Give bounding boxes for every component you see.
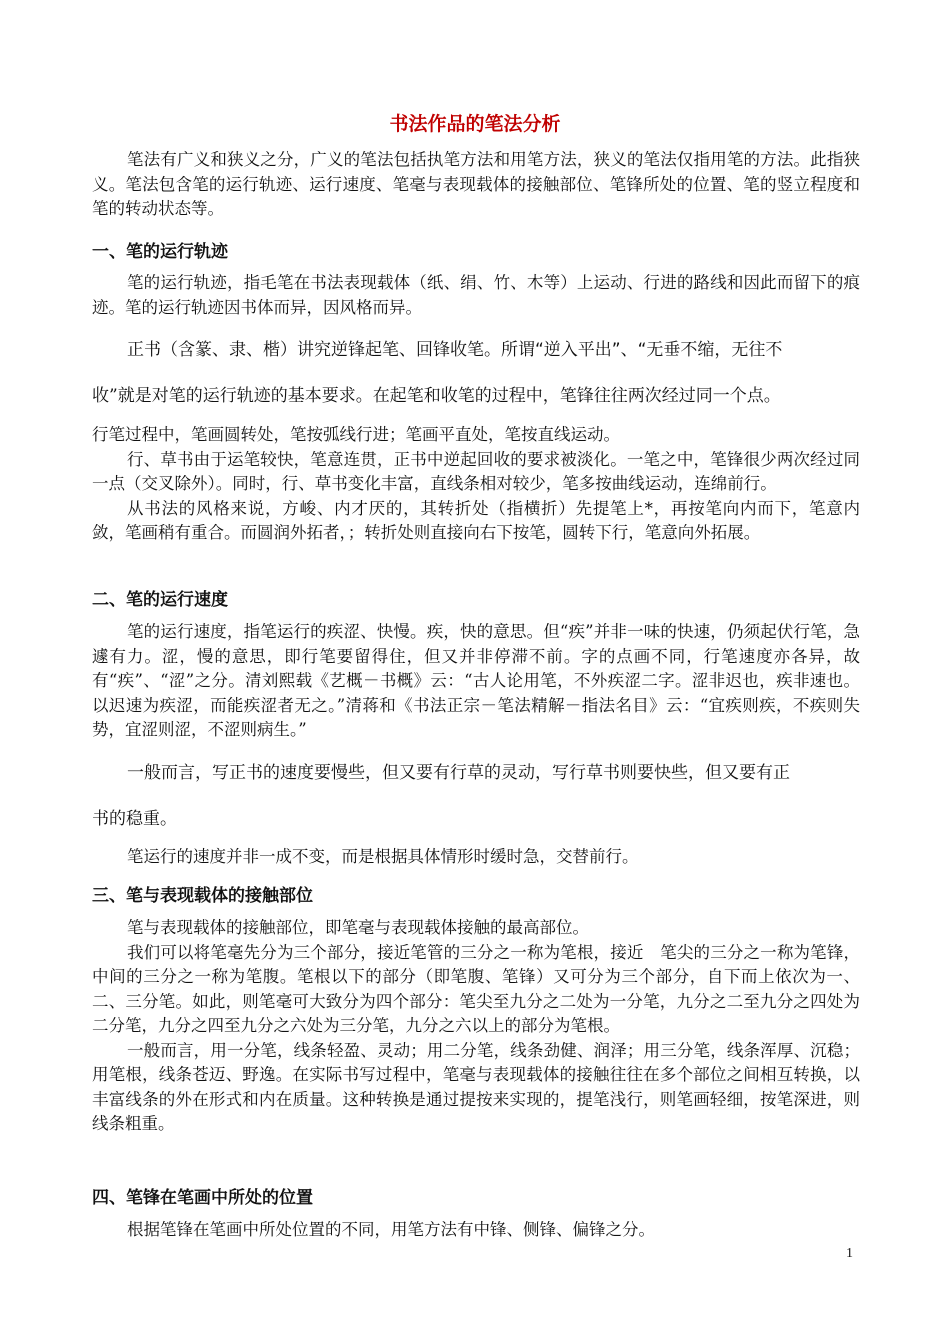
document-title: 书法作品的笔法分析 [389, 113, 561, 135]
section-heading-2: 二、笔的运行速度 [92, 590, 228, 610]
section2-p2-emphasis-end: 书的稳重。 [92, 809, 177, 829]
section-heading-1: 一、笔的运行轨迹 [92, 242, 228, 262]
section2-paragraph-2-line-1 [92, 761, 860, 785]
section1-block-b [92, 423, 860, 546]
section1-p2-emphasis-end: 收 [92, 386, 109, 406]
section2-paragraph-3: 笔运行的速度并非一成不变，而是根据具体情形时缓时急，交替前行。 [127, 847, 639, 866]
section1-p2-emphasis: 讲究逆锋起笔、回锋收笔。所谓“逆入平出”、“无垂不缩，无往不 [297, 340, 783, 360]
section1-p2-lead: 正书（含篆、隶、楷） [127, 340, 297, 360]
section4-block [92, 1218, 860, 1243]
section1-paragraph-2-line-1 [92, 338, 860, 362]
section3-paragraph-2: 我们可以将笔毫先分为三个部分，接近笔管的三分之一称为笔根，接近 笔尖的三分之一称为笔锋，中间的三分之一称为笔腹。笔根以下的部分（即笔腹、笔锋）又可分为三个部分，自下而上依次为一、二、三分笔。如此，则笔毫可大致分为四个部分：笔尖至九分之二处为一分笔，九分之二至九分之四处为二分笔，九分之四至九分之六处为三分笔，九分之六以上的部分为笔根。 [92, 942, 860, 1035]
section1-paragraph-2-line-2 [92, 384, 860, 408]
section1-block-a [92, 271, 860, 320]
section2-paragraph-1: 笔的运行速度，指笔运行的疾涩、快慢。疾，快的意思。但“疾”并非一味的快速，仍须起伏行笔，急遽有力。涩，慢的意思，即行笔要留得住，但又并非停滞不前。字的点画不同，行笔速度亦各异，故有“疾”、“涩”之分。清刘熙载《艺概－书概》云：“古人论用笔，不外疾涩二字。涩非迟也，疾非速也。以迟速为疾涩，而能疾涩者无之。”清蒋和《书法正宗－笔法精解－指法名目》云：“宜疾则疾，不疾则失势，宜涩则涩，不涩则病生。” [92, 622, 860, 739]
section2-paragraph-2-line-2 [92, 807, 860, 831]
section1-paragraph-3: 行、草书由于运笔较快，笔意连贯，正书中逆起回收的要求被淡化。一笔之中，笔锋很少两次经过同一点（交叉除外）。同时，行、草书变化丰富，直线条相对较少，笔多按曲线运动，连绵前行。 [92, 449, 860, 493]
section3-paragraph-1: 笔与表现载体的接触部位，即笔毫与表现载体接触的最高部位。 [127, 918, 589, 937]
section1-p2-rest: ”就是对笔的运行轨迹的基本要求。在起笔和收笔的过程中，笔锋往往两次经过同一个点。 [109, 386, 781, 406]
section2-block-a [92, 620, 860, 743]
page-number: 1 [846, 1246, 853, 1261]
section3-paragraph-3: 一般而言，用一分笔，线条轻盈、灵动；用二分笔，线条劲健、润泽；用三分笔，线条浑厚、沉稳；用笔根，线条苍迈、野逸。在实际书写过程中，笔毫与表现载体的接触往往在多个部位之间相互转换，以丰富线条的外在形式和内在质量。这种转换是通过提按来实现的，提笔浅行，则笔画轻细，按笔深进，则线条粗重。 [92, 1040, 860, 1133]
section1-paragraph-4: 从书法的风格来说，方峻、内才厌的，其转折处（指横折）先提笔上*，再按笔向内而下，笔意内敛，笔画稍有重合。而圆润外拓者，；转折处则直接向右下按笔，圆转下行，笔意向外拓展。 [92, 498, 860, 542]
section3-block [92, 916, 860, 1137]
section2-p2-lead: 一般而言， [127, 763, 212, 783]
section1-paragraph-1: 笔的运行轨迹，指毛笔在书法表现载体（纸、绢、竹、木等）上运动、行进的路线和因此而留下的痕迹。笔的运行轨迹因书体而异，因风格而异。 [92, 273, 860, 317]
section2-block-b [92, 845, 860, 870]
section1-p2-continuation: 行笔过程中，笔画圆转处，笔按弧线行进；笔画平直处，笔按直线运动。 [92, 425, 620, 444]
intro-paragraph: 笔法有广义和狭义之分，广义的笔法包括执笔方法和用笔方法，狭义的笔法仅指用笔的方法。此指狭义。笔法包含笔的运行轨迹、运行速度、笔毫与表现载体的接触部位、笔锋所处的位置、笔的竖立程度和笔的转动状态等。 [92, 150, 860, 218]
section-heading-4: 四、笔锋在笔画中所处的位置 [92, 1188, 313, 1208]
section4-paragraph-1: 根据笔锋在笔画中所处位置的不同，用笔方法有中锋、侧锋、偏锋之分。 [127, 1220, 655, 1239]
intro-block [92, 148, 860, 222]
section2-p2-emphasis: 写正书的速度要慢些，但又要有行草的灵动，写行草书则要快些，但又要有正 [212, 763, 790, 783]
section-heading-3: 三、笔与表现载体的接触部位 [92, 886, 313, 906]
